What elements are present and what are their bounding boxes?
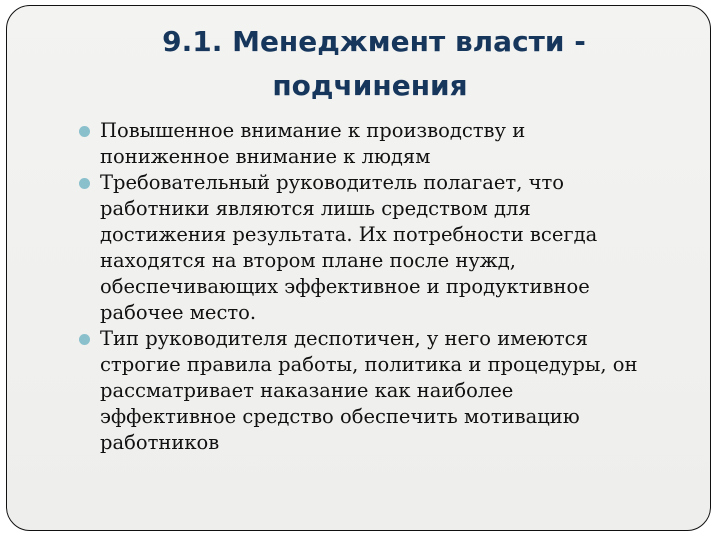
bullet-line: работников <box>100 431 220 454</box>
title-line-1: 9.1. Менеджмент власти - <box>162 25 586 58</box>
bullet-line: рассматривает наказание как наиболее <box>100 379 514 402</box>
bullet-line: Тип руководителя деспотичен, у него имеются <box>100 327 588 350</box>
slide-title <box>0 20 720 108</box>
bullet-line: обеспечивающих эффективное и продуктивное <box>100 275 590 298</box>
bullet-line: Повышенное внимание к производству и <box>100 119 526 142</box>
bullet-item-2 <box>100 170 690 326</box>
bullet-line: Требовательный руководитель полагает, что <box>100 171 565 194</box>
bullet-line: находятся на втором плане после нужд, <box>100 249 516 272</box>
bullet-line: работники являются лишь средством для <box>100 197 531 220</box>
bullet-line: эффективное средство обеспечить мотивацию <box>100 405 580 428</box>
bullet-line: строгие правила работы, политика и процедуры, он <box>100 353 638 376</box>
bullet-list <box>100 118 690 456</box>
bullet-icon <box>79 334 90 345</box>
bullet-line: достижения результата. Их потребности всегда <box>100 223 598 246</box>
title-line-2: подчинения <box>272 69 468 102</box>
bullet-item-3 <box>100 326 690 456</box>
bullet-line: рабочее место. <box>100 301 257 324</box>
bullet-item-1 <box>100 118 690 170</box>
bullet-line: пониженное внимание к людям <box>100 145 431 168</box>
bullet-icon <box>79 178 90 189</box>
bullet-icon <box>79 126 90 137</box>
